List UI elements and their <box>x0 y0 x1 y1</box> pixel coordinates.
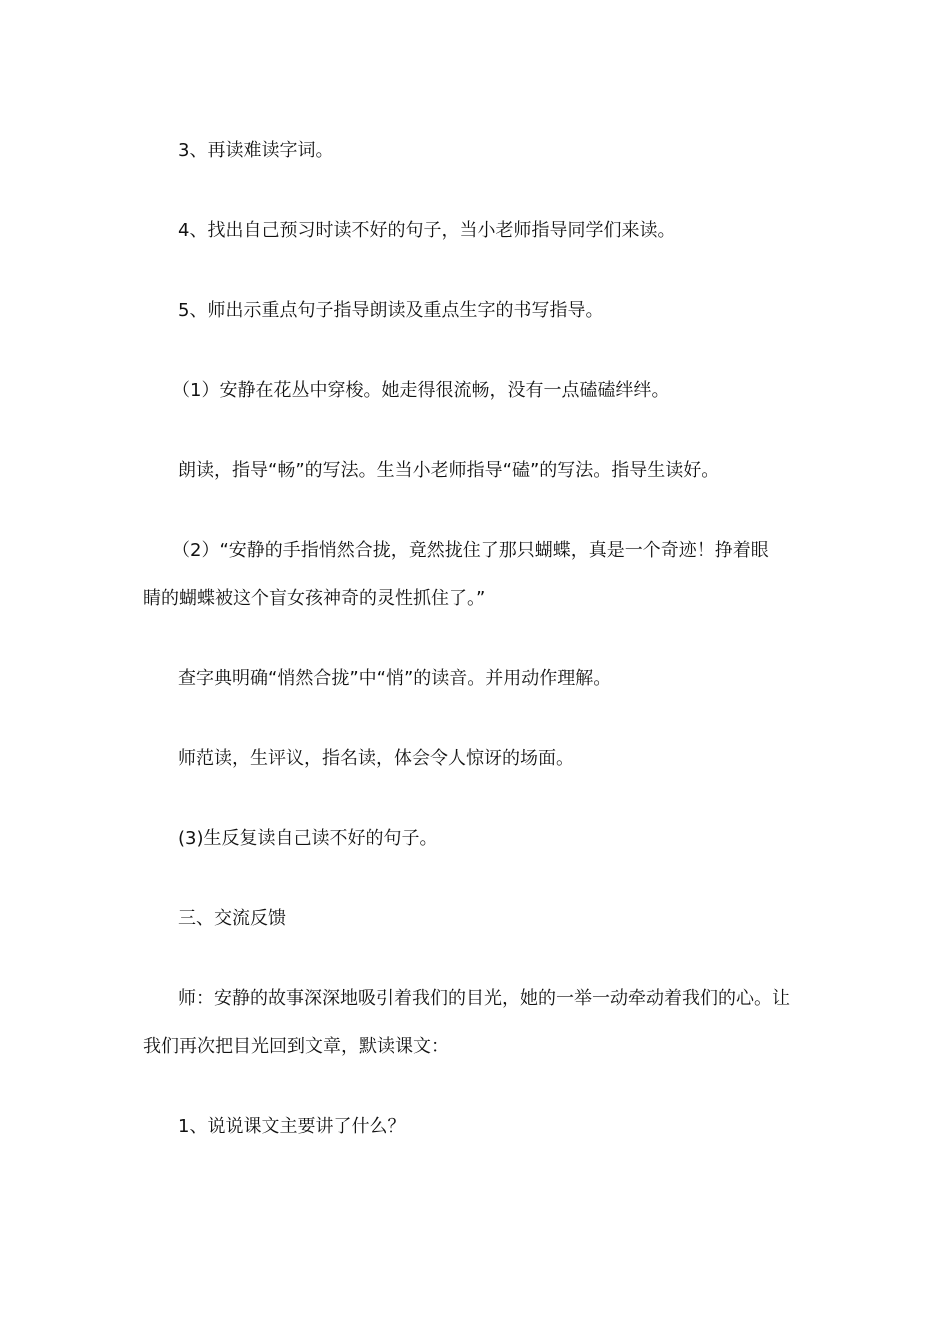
section-heading-exchange: 三、交流反馈 <box>178 908 286 929</box>
text-line-step-5: 5、师出示重点句子指导朗读及重点生字的书写指导。 <box>178 300 604 321</box>
text-line-teacher-cont: 我们再次把目光回到文章，默读课文： <box>143 1036 449 1057</box>
text-line-sentence-2-cont: 睛的蝴蝶被这个盲女孩神奇的灵性抓住了。” <box>143 588 486 609</box>
text-line-step-4: 4、找出自己预习时读不好的句子，当小老师指导同学们来读。 <box>178 220 676 241</box>
text-line-sentence-3: (3)生反复读自己读不好的句子。 <box>178 828 438 849</box>
text-line-dictionary: 查字典明确“悄然合拢”中“悄”的读音。并用动作理解。 <box>178 668 612 689</box>
text-line-teacher: 师：安静的故事深深地吸引着我们的目光，她的一举一动牵动着我们的心。让 <box>178 988 790 1009</box>
text-line-sentence-1: （1）安静在花丛中穿梭。她走得很流畅，没有一点磕磕绊绊。 <box>172 380 670 401</box>
text-line-guidance-1: 朗读，指导“畅”的写法。生当小老师指导“磕”的写法。指导生读好。 <box>178 460 720 481</box>
text-line-question-1: 1、说说课文主要讲了什么？ <box>178 1116 406 1137</box>
text-line-step-3: 3、再读难读字词。 <box>178 140 334 161</box>
text-line-sentence-2: （2）“安静的手指悄然合拢，竟然拢住了那只蝴蝶，真是一个奇迹！挣着眼 <box>172 540 769 561</box>
text-line-model-reading: 师范读，生评议，指名读，体会令人惊讶的场面。 <box>178 748 574 769</box>
